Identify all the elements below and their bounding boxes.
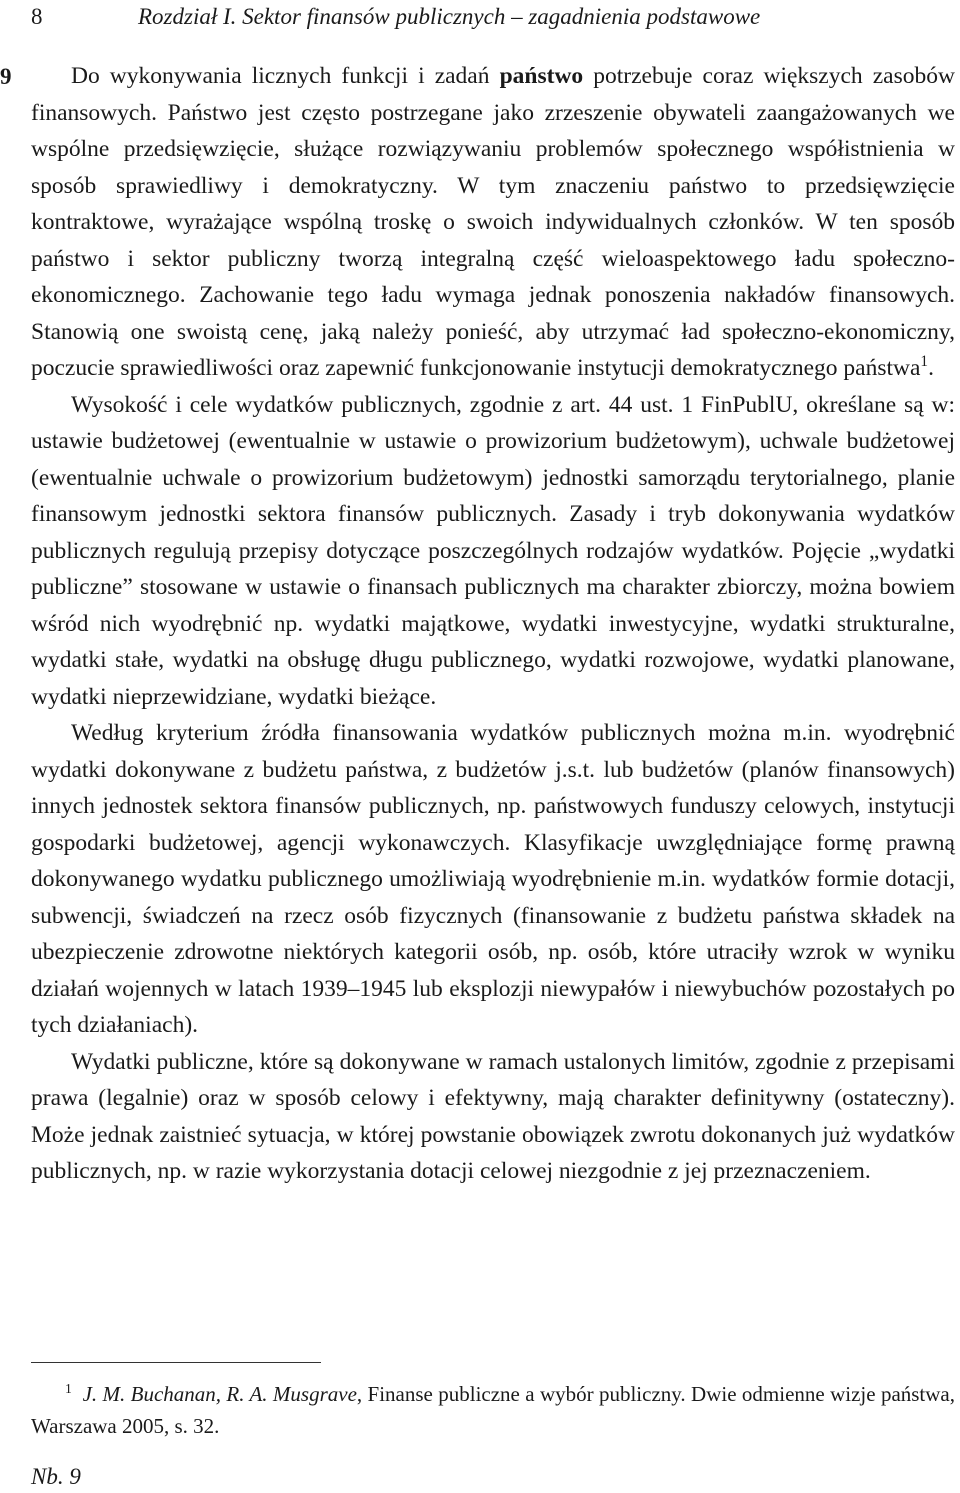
paragraph-1-start: Do wykonywania licznych funkcji i zadań <box>71 63 500 89</box>
keyword-panstwo: państwo <box>499 63 584 89</box>
paragraph-3: Według kryterium źródła finansowania wydatków publicznych można m.in. wyodrębnić wydatki dokonywane z budżetu państwa, z budżetów j.s.t. lub budżetów (planów finansowych) innych jednostek sektora finansów publicznych, np. państwowych funduszy celowych, instytucji gospodarki budżetowej, agencji wykonawczych. Klasyfikacje uwzględniające formę prawną dokonywanego wydatku publicznego umożliwiają wyodrębnienie m.in. wydatków formie dotacji, subwencji, świadczeń na rzecz osób fizycznych (finansowanie z budżetu państwa składek na ubezpieczenie zdrowotne niektórych kategorii osób, np. osób, które utraciły wzrok w wyniku działań wojennych w latach 1939–1945 lub eksplozji niewypałów i niewybuchów pozostałych po tych działaniach). <box>31 720 955 1038</box>
footnote-divider <box>31 1362 321 1363</box>
paragraph-1-body: potrzebuje coraz większych zasobów finansowych. Państwo jest często postrzegane jako zrzeszenie obywateli zaangażowanych we wspólne przedsięwzięcie, służące rozwiązywaniu problemów społecznego współistnienia w sposób sprawiedliwy i demokratyczny. W tym znaczeniu państwo to przedsięwzięcie kontraktowe, wyrażające wspólną troskę o swoich indywidualnych członków. W ten sposób państwo i sektor publiczny tworzą integralną część wieloaspektowego ładu społeczno-ekonomicznego. Zachowanie tego ładu wymaga jednak ponoszenia nakładów finansowych. Stanowią one swoistą cenę, jaką należy ponieść, aby utrzymać ład społeczno-ekonomiczny, poczucie sprawiedliwości oraz zapewnić funkcjonowanie instytucji demokratycznego państwa <box>31 63 955 381</box>
footnote-reference[interactable]: 1 <box>920 353 929 371</box>
footnote <box>31 1378 955 1442</box>
paragraph-1 <box>31 58 955 387</box>
paragraph-4: Wydatki publiczne, które są dokonywane w ramach ustalonych limitów, zgodnie z przepisami prawa (legalnie) oraz w sposób celowy i efektywny, mają charakter definitywny (ostateczny). Może jednak zaistnieć sytuacja, w której powstanie obowiązek zwrotu dokonanych już wydatków publicznych, np. w razie wykorzystania dotacji celowej niezgodnie z jej przeznaczeniem. <box>31 1048 955 1184</box>
body-text <box>31 58 955 1190</box>
paragraph-1-end: . <box>928 355 934 381</box>
footnote-text: , Finanse publiczne a wybór publiczny. Dwie odmienne wizje państwa, Warszawa 2005, s. 32. <box>31 1382 956 1438</box>
margin-reference: Nb. 9 <box>31 1464 81 1489</box>
margin-number: 9 <box>0 64 12 89</box>
footnote-number: 1 <box>65 1381 72 1396</box>
page-number: 8 <box>31 4 43 29</box>
footnote-authors: J. M. Buchanan, R. A. Musgrave <box>82 1382 357 1406</box>
paragraph-2: Wysokość i cele wydatków publicznych, zgodnie z art. 44 ust. 1 FinPublU, określane są w: ustawie budżetowej (ewentualnie w ustawie o prowizorium budżetowym), uchwale budżetowej (ewentualnie uchwale o prowizorium budżetowym) jednostki samorządu terytorialnego, planie finansowym jednostki sektora finansów publicznych. Zasady i tryb dokonywania wydatków publicznych regulują przepisy dotyczące poszczególnych rodzajów wydatków. Pojęcie „wydatki publiczne” stosowane w ustawie o finansach publicznych ma charakter zbiorczy, można bowiem wśród nich wyodrębnić np. wydatki majątkowe, wydatki inwestycyjne, wydatki strukturalne, wydatki stałe, wydatki na obsługę długu publicznego, wydatki rozwojowe, wydatki planowane, wydatki nieprzewidziane, wydatki bieżące. <box>31 391 955 710</box>
running-header: Rozdział I. Sektor finansów publicznych – zagadnienia podstawowe <box>138 4 761 29</box>
